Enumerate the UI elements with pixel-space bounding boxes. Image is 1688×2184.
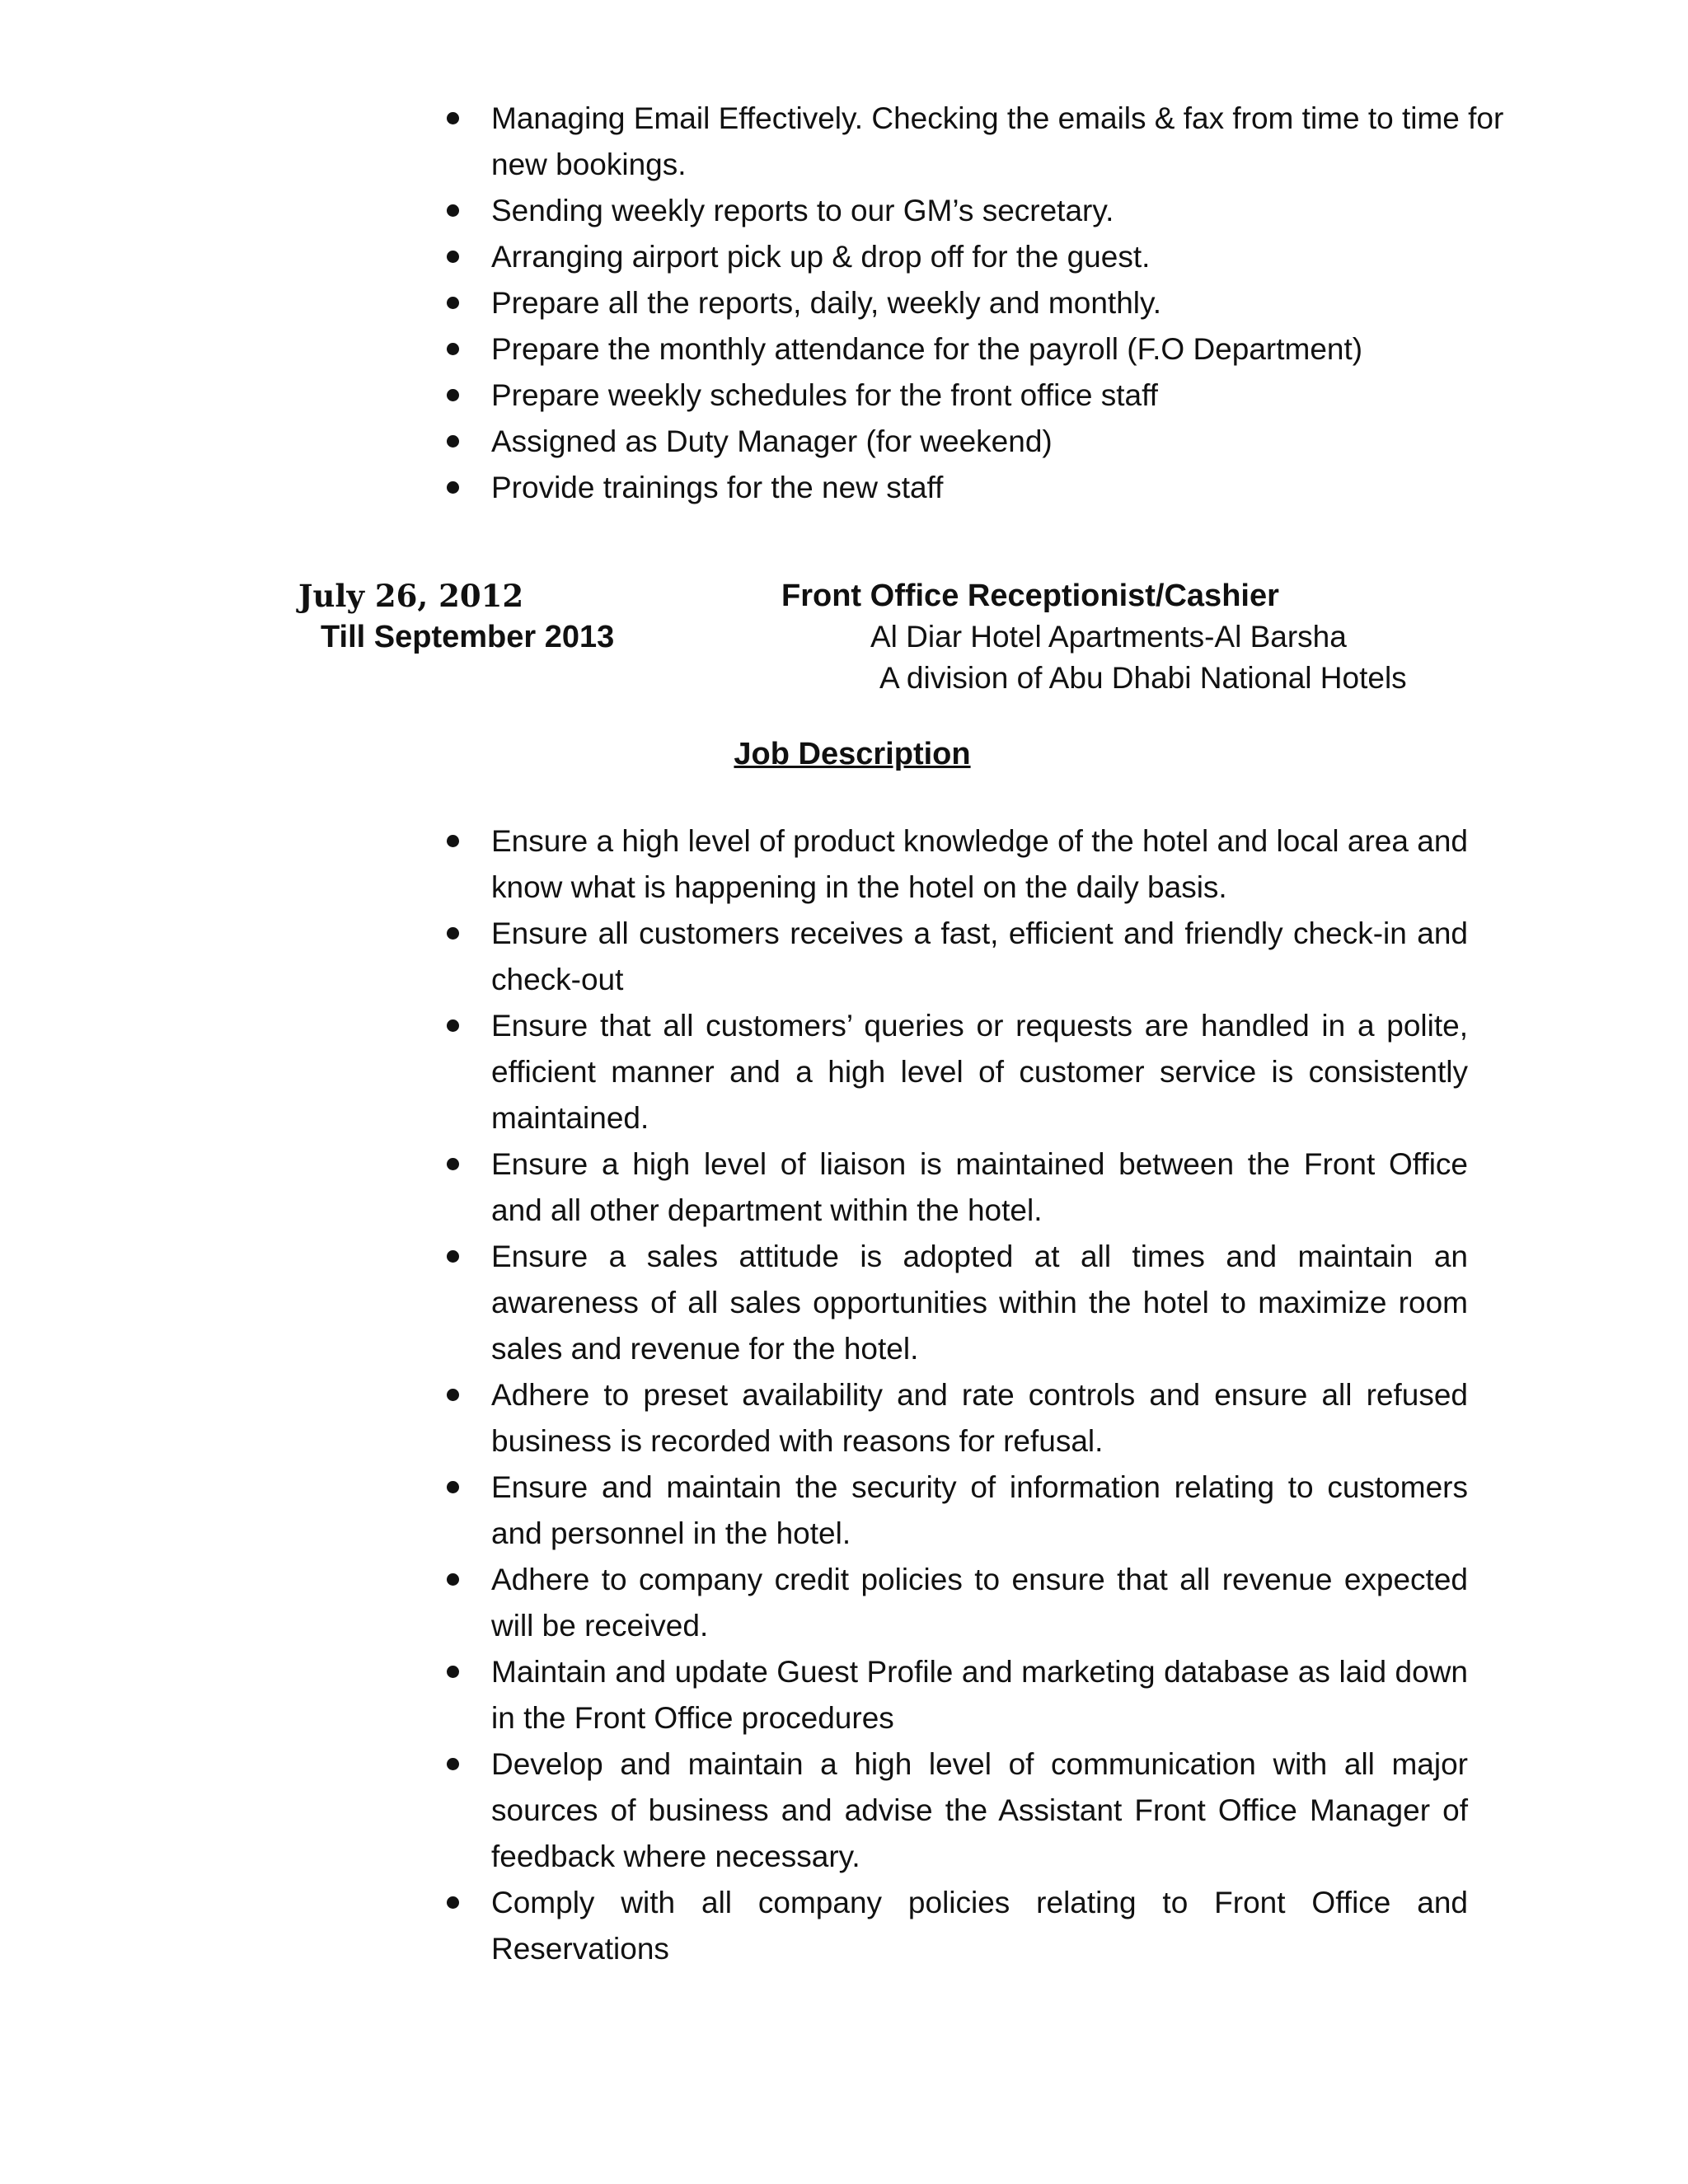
bullet-icon	[447, 927, 459, 940]
list-item-text: Ensure that all customers’ queries or requests are handled in a polite, efficient manner and a high level of customer service is consistently maintained.	[491, 1009, 1468, 1135]
list-item	[435, 1465, 1468, 1557]
list-item	[435, 96, 1513, 188]
bullet-icon	[447, 389, 459, 401]
job-dates	[298, 575, 614, 658]
job-employer: Al Diar Hotel Apartments-Al Barsha	[870, 620, 1347, 654]
job-title: Front Office Receptionist/Cashier	[781, 579, 1279, 613]
bullet-icon	[447, 343, 459, 355]
bullet-icon	[447, 112, 459, 124]
list-item	[435, 1880, 1468, 1972]
section-heading: Job Description	[734, 737, 971, 771]
list-item-text: Ensure a high level of product knowledge of the hotel and local area and know what is happening in the hotel on the daily basis.	[491, 824, 1468, 904]
bullet-icon	[447, 1481, 459, 1493]
job-start-date: July 26, 2012	[298, 578, 524, 614]
list-item	[435, 911, 1468, 1003]
bullet-icon	[447, 1389, 459, 1401]
list-item	[435, 419, 1484, 465]
list-item-text: Provide trainings for the new staff	[491, 471, 944, 504]
previous-duties-list	[435, 96, 1504, 511]
list-item-text: Adhere to company credit policies to ensure that all revenue expected will be received.	[491, 1563, 1468, 1643]
list-item	[435, 188, 1484, 234]
bullet-icon	[447, 1573, 459, 1586]
list-item	[435, 1557, 1468, 1649]
job-description-list	[435, 818, 1468, 1972]
bullet-icon	[447, 1758, 459, 1770]
bullet-icon	[447, 251, 459, 263]
bullet-icon	[447, 481, 459, 494]
list-item-text: Arranging airport pick up & drop off for the guest.	[491, 240, 1151, 274]
list-item	[435, 1234, 1468, 1372]
list-item	[435, 280, 1484, 326]
bullet-icon	[447, 835, 459, 847]
list-item	[435, 1003, 1468, 1141]
bullet-icon	[447, 204, 459, 217]
list-item-text: Prepare weekly schedules for the front office staff	[491, 378, 1158, 412]
list-item	[435, 1741, 1468, 1880]
list-item-text: Ensure a sales attitude is adopted at all times and maintain an awareness of all sales opportunities within the hotel to maximize room sales and revenue for the hotel.	[491, 1240, 1468, 1366]
list-item	[435, 818, 1468, 911]
list-item-text: Prepare the monthly attendance for the payroll (F.O Department)	[491, 332, 1363, 366]
bullet-icon	[447, 1250, 459, 1263]
bullet-icon	[447, 297, 459, 309]
bullet-icon	[447, 1158, 459, 1170]
list-item-text: Comply with all company policies relating to Front Office and Reservations	[491, 1886, 1468, 1966]
job-employer-division: A division of Abu Dhabi National Hotels	[879, 661, 1407, 695]
list-item-text: Ensure a high level of liaison is maintained between the Front Office and all other department within the hotel.	[491, 1147, 1468, 1227]
list-item-text: Ensure all customers receives a fast, efficient and friendly check-in and check-out	[491, 916, 1468, 996]
list-item	[435, 465, 1484, 511]
job-end-date: Till September 2013	[321, 620, 615, 654]
list-item-text: Maintain and update Guest Profile and marketing database as laid down in the Front Office procedures	[491, 1655, 1468, 1735]
list-item-text: Adhere to preset availability and rate controls and ensure all refused business is recorded with reasons for refusal.	[491, 1378, 1468, 1458]
job-info	[781, 575, 1523, 699]
list-item-text: Sending weekly reports to our GM’s secretary.	[491, 194, 1114, 227]
list-item-text: Prepare all the reports, daily, weekly and monthly.	[491, 286, 1162, 320]
list-item-text: Develop and maintain a high level of communication with all major sources of business and advise the Assistant Front Office Manager of feedback where necessary.	[491, 1747, 1468, 1873]
list-item	[435, 1372, 1468, 1465]
bullet-icon	[447, 1019, 459, 1032]
bullet-icon	[447, 1896, 459, 1909]
list-item	[435, 1141, 1468, 1234]
list-item-text: Ensure and maintain the security of information relating to customers and personnel in the hotel.	[491, 1470, 1468, 1550]
bullet-icon	[447, 1666, 459, 1678]
list-item	[435, 373, 1484, 419]
list-item-text: Assigned as Duty Manager (for weekend)	[491, 424, 1053, 458]
bullet-icon	[447, 435, 459, 448]
list-item	[435, 326, 1484, 373]
list-item	[435, 234, 1484, 280]
list-item-text: Managing Email Effectively. Checking the emails & fax from time to time for new bookings.	[491, 101, 1504, 181]
list-item	[435, 1649, 1468, 1741]
